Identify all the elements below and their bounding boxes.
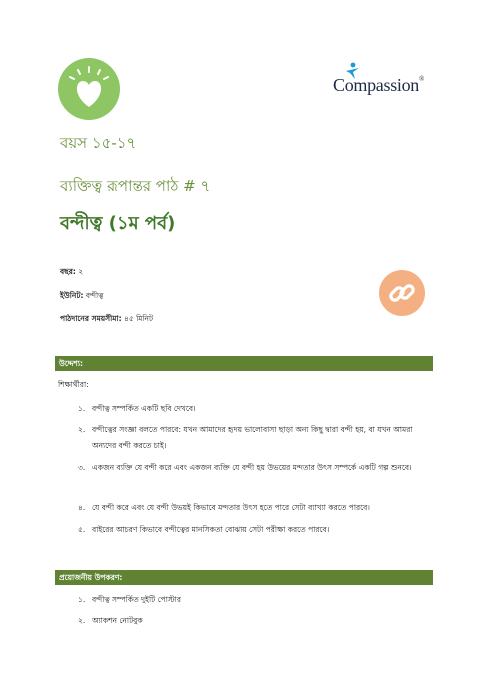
learners-label: শিক্ষার্থীরা: xyxy=(58,380,89,389)
logo-text: Compassion xyxy=(333,75,420,95)
objective-item xyxy=(78,422,418,454)
objective-number: ৫. xyxy=(78,525,86,534)
meta-year xyxy=(60,267,83,279)
objective-text: বাইরের আচরণ কিভাবে বন্দীত্বের মানসিকতা বোঝায় সেটা পরীক্ষা করতে পারবে। xyxy=(92,525,330,534)
material-text: অ্যাকশন নোটবুক xyxy=(92,616,143,625)
meta-unit xyxy=(60,291,104,303)
objective-text: একজন ব্যক্তি যে বন্দী করে এবং একজন ব্যক্তি যে বন্দী হয় উভয়ের মন্দতার উৎস সম্পর্কে একটি গল্প শুনবে। xyxy=(92,463,412,472)
page-title: বন্দীত্ব (১ম পর্ব) xyxy=(60,213,176,234)
objective-number: ২. xyxy=(78,425,86,434)
objective-item xyxy=(78,401,418,417)
materials-heading: প্রয়োজনীয় উপকরণ: xyxy=(55,570,433,585)
link-icon xyxy=(379,270,425,316)
material-number: ২. xyxy=(78,616,86,625)
material-item xyxy=(78,592,418,608)
material-text: বন্দীত্ব সম্পর্কিত দুইটি পোস্টার xyxy=(92,595,181,604)
objective-text: বন্দীত্ব সম্পর্কিত একটি ছবি দেখবে। xyxy=(92,404,196,413)
time-label: পাঠদানের সময়সীমা: xyxy=(60,314,122,323)
objective-number: ১. xyxy=(78,404,86,413)
logo-registered: ® xyxy=(419,75,425,83)
meta-time xyxy=(60,314,153,326)
objective-number: ৩. xyxy=(78,463,86,472)
unit-label: ইউনিট: xyxy=(60,291,84,300)
unit-value: বন্দীত্ব xyxy=(85,291,104,300)
lesson-number: ব্যক্তিত্ব রূপান্তর পাঠ # ৭ xyxy=(60,177,211,195)
objective-text: বন্দীত্বের সংজ্ঞা বলতে পারবে: যখন আমাদের হৃদয় ভালোবাসা ছাড়া অন্য কিছু দ্বারা বন্দী হয়, বা যখন আমরা অন্যদের বন্দী করতে চাই। xyxy=(92,425,413,450)
objective-item xyxy=(78,500,418,516)
material-item xyxy=(78,613,418,629)
heart-badge-icon xyxy=(57,57,121,121)
age-range: বয়স ১৫-১৭ xyxy=(60,134,137,152)
year-label: বছর: xyxy=(60,267,76,276)
objective-text: যে বন্দী করে এবং যে বন্দী উভয়ই কিভাবে মন্দতার উৎস হতে পারে সেটা ব্যাখ্যা করতে পারবে। xyxy=(92,503,370,512)
year-value: ২ xyxy=(78,267,84,276)
material-number: ১. xyxy=(78,595,86,604)
objective-item xyxy=(78,522,418,538)
time-value: ৪৫ মিনিট xyxy=(123,314,154,323)
objectives-heading: উদ্দেশ্য: xyxy=(55,356,433,371)
objective-item xyxy=(78,460,418,476)
compassion-logo xyxy=(333,62,433,98)
objective-number: ৪. xyxy=(78,503,86,512)
